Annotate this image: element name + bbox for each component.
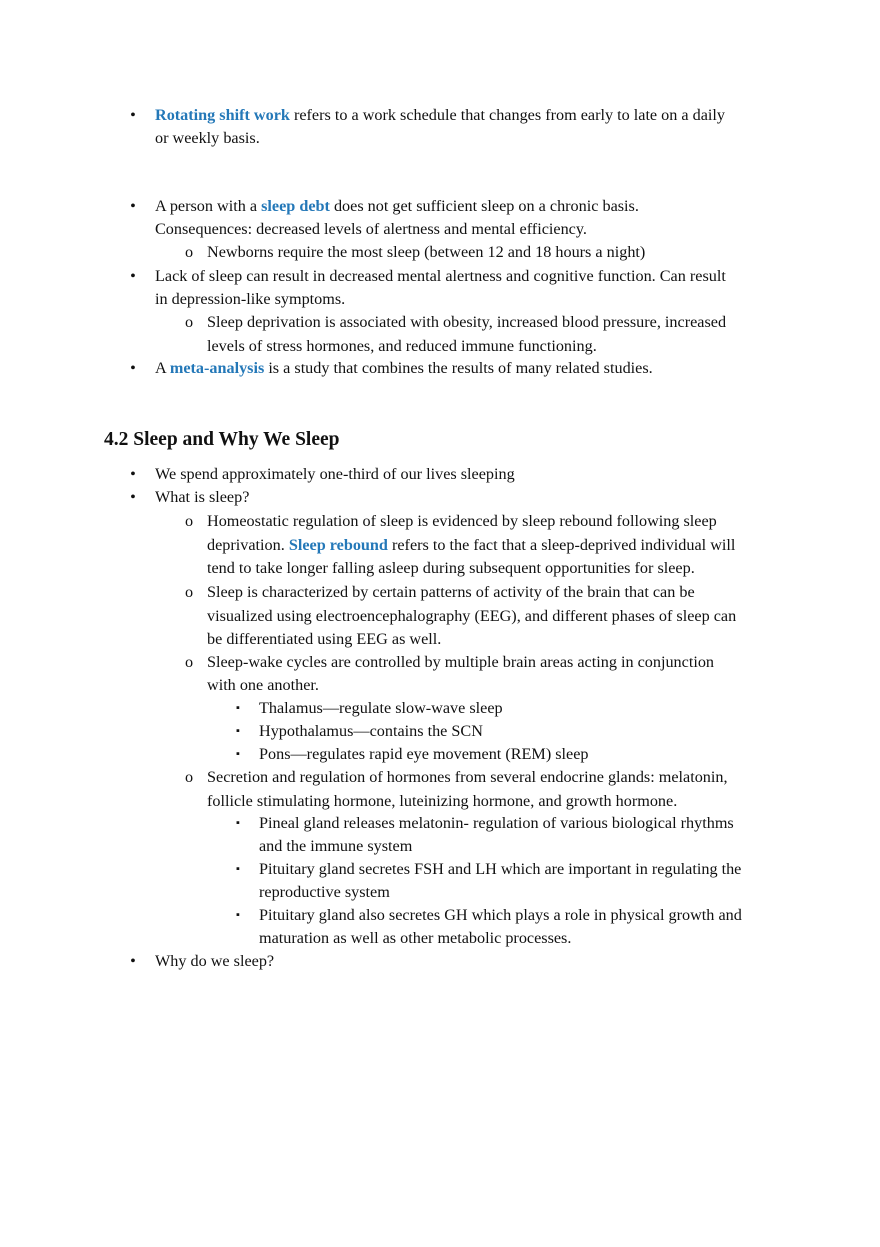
- text-line: maturation as well as other metabolic processes.: [259, 929, 572, 947]
- text-line: Lack of sleep can result in decreased mental alertness and cognitive function. Can result: [155, 267, 726, 285]
- text-line: Pituitary gland secretes FSH and LH which are important in regulating the: [259, 860, 742, 878]
- text-fragment: does not get sufficient sleep on a chronic basis.: [329, 197, 639, 215]
- term-meta-analysis: meta-analysis: [169, 359, 265, 377]
- bullet-marker: •: [130, 359, 136, 377]
- text-line: be differentiated using EEG as well.: [207, 630, 442, 648]
- circle-marker: o: [184, 243, 194, 261]
- bullet-marker: •: [130, 197, 136, 215]
- square-marker: ▪: [236, 702, 240, 714]
- text-line: Sleep deprivation is associated with obesity, increased blood pressure, increased: [207, 313, 727, 331]
- square-marker: ▪: [236, 909, 240, 921]
- text-line: Thalamus—regulate slow-wave sleep: [259, 699, 503, 717]
- text-line: Consequences: decreased levels of alertness and mental efficiency.: [155, 220, 587, 238]
- text-fragment: refers to the fact that a sleep-deprived individual will: [387, 536, 736, 554]
- circle-marker: o: [184, 313, 194, 331]
- text-line: in depression-like symptoms.: [155, 290, 346, 308]
- text-line: and the immune system: [259, 837, 413, 855]
- text-fragment: is a study that combines the results of many related studies.: [264, 359, 653, 377]
- circle-marker: o: [184, 583, 194, 601]
- bullet-marker: •: [130, 267, 136, 285]
- text-line: levels of stress hormones, and reduced immune functioning.: [207, 337, 597, 355]
- section-heading: 4.2 Sleep and Why We Sleep: [104, 429, 340, 450]
- text-line: tend to take longer falling asleep during subsequent opportunities for sleep.: [207, 559, 695, 577]
- text-line: Pons—regulates rapid eye movement (REM) sleep: [259, 745, 589, 763]
- text-line: [155, 357, 653, 380]
- text-line: or weekly basis.: [155, 129, 260, 147]
- text-line: Secretion and regulation of hormones from several endocrine glands: melatonin,: [207, 768, 728, 786]
- term-rotating-shift-work: Rotating shift work: [155, 106, 290, 124]
- text-line: Sleep is characterized by certain patterns of activity of the brain that can be: [207, 583, 695, 601]
- circle-marker: o: [184, 653, 194, 671]
- bullet-marker: •: [130, 488, 136, 506]
- text-line: Pituitary gland also secretes GH which plays a role in physical growth and: [259, 906, 742, 924]
- text-fragment: deprivation.: [207, 536, 289, 554]
- text-line: [207, 534, 735, 557]
- text-line: visualized using electroencephalography (EEG), and different phases of sleep can: [207, 607, 737, 625]
- text-line: What is sleep?: [155, 488, 250, 506]
- circle-marker: o: [184, 768, 194, 786]
- text-line: Sleep-wake cycles are controlled by multiple brain areas acting in conjunction: [207, 653, 715, 671]
- bullet-marker: •: [130, 952, 136, 970]
- term-sleep-rebound: Sleep rebound: [288, 536, 388, 554]
- text-line: Why do we sleep?: [155, 952, 275, 970]
- text-fragment: A: [155, 359, 170, 377]
- text-fragment: refers to a work schedule that changes from early to late on a daily: [289, 106, 726, 124]
- text-line: Newborns require the most sleep (between 12 and 18 hours a night): [207, 243, 646, 261]
- square-marker: ▪: [236, 725, 240, 737]
- text-line: Pineal gland releases melatonin- regulation of various biological rhythms: [259, 814, 734, 832]
- bullet-marker: •: [130, 106, 136, 124]
- text-line: follicle stimulating hormone, luteinizing hormone, and growth hormone.: [207, 792, 678, 810]
- text-line: with one another.: [207, 676, 319, 694]
- circle-marker: o: [184, 512, 194, 530]
- square-marker: ▪: [236, 817, 240, 829]
- text-line: reproductive system: [259, 883, 390, 901]
- text-line: Homeostatic regulation of sleep is evidenced by sleep rebound following sleep: [207, 512, 717, 530]
- bullet-marker: •: [130, 465, 136, 483]
- square-marker: ▪: [236, 748, 240, 760]
- square-marker: ▪: [236, 863, 240, 875]
- term-sleep-debt: sleep debt: [261, 197, 330, 215]
- text-line: Hypothalamus—contains the SCN: [259, 722, 483, 740]
- text-line: [155, 195, 639, 218]
- text-line: We spend approximately one-third of our lives sleeping: [155, 465, 515, 483]
- text-line: [155, 104, 725, 127]
- text-fragment: A person with a: [155, 197, 262, 215]
